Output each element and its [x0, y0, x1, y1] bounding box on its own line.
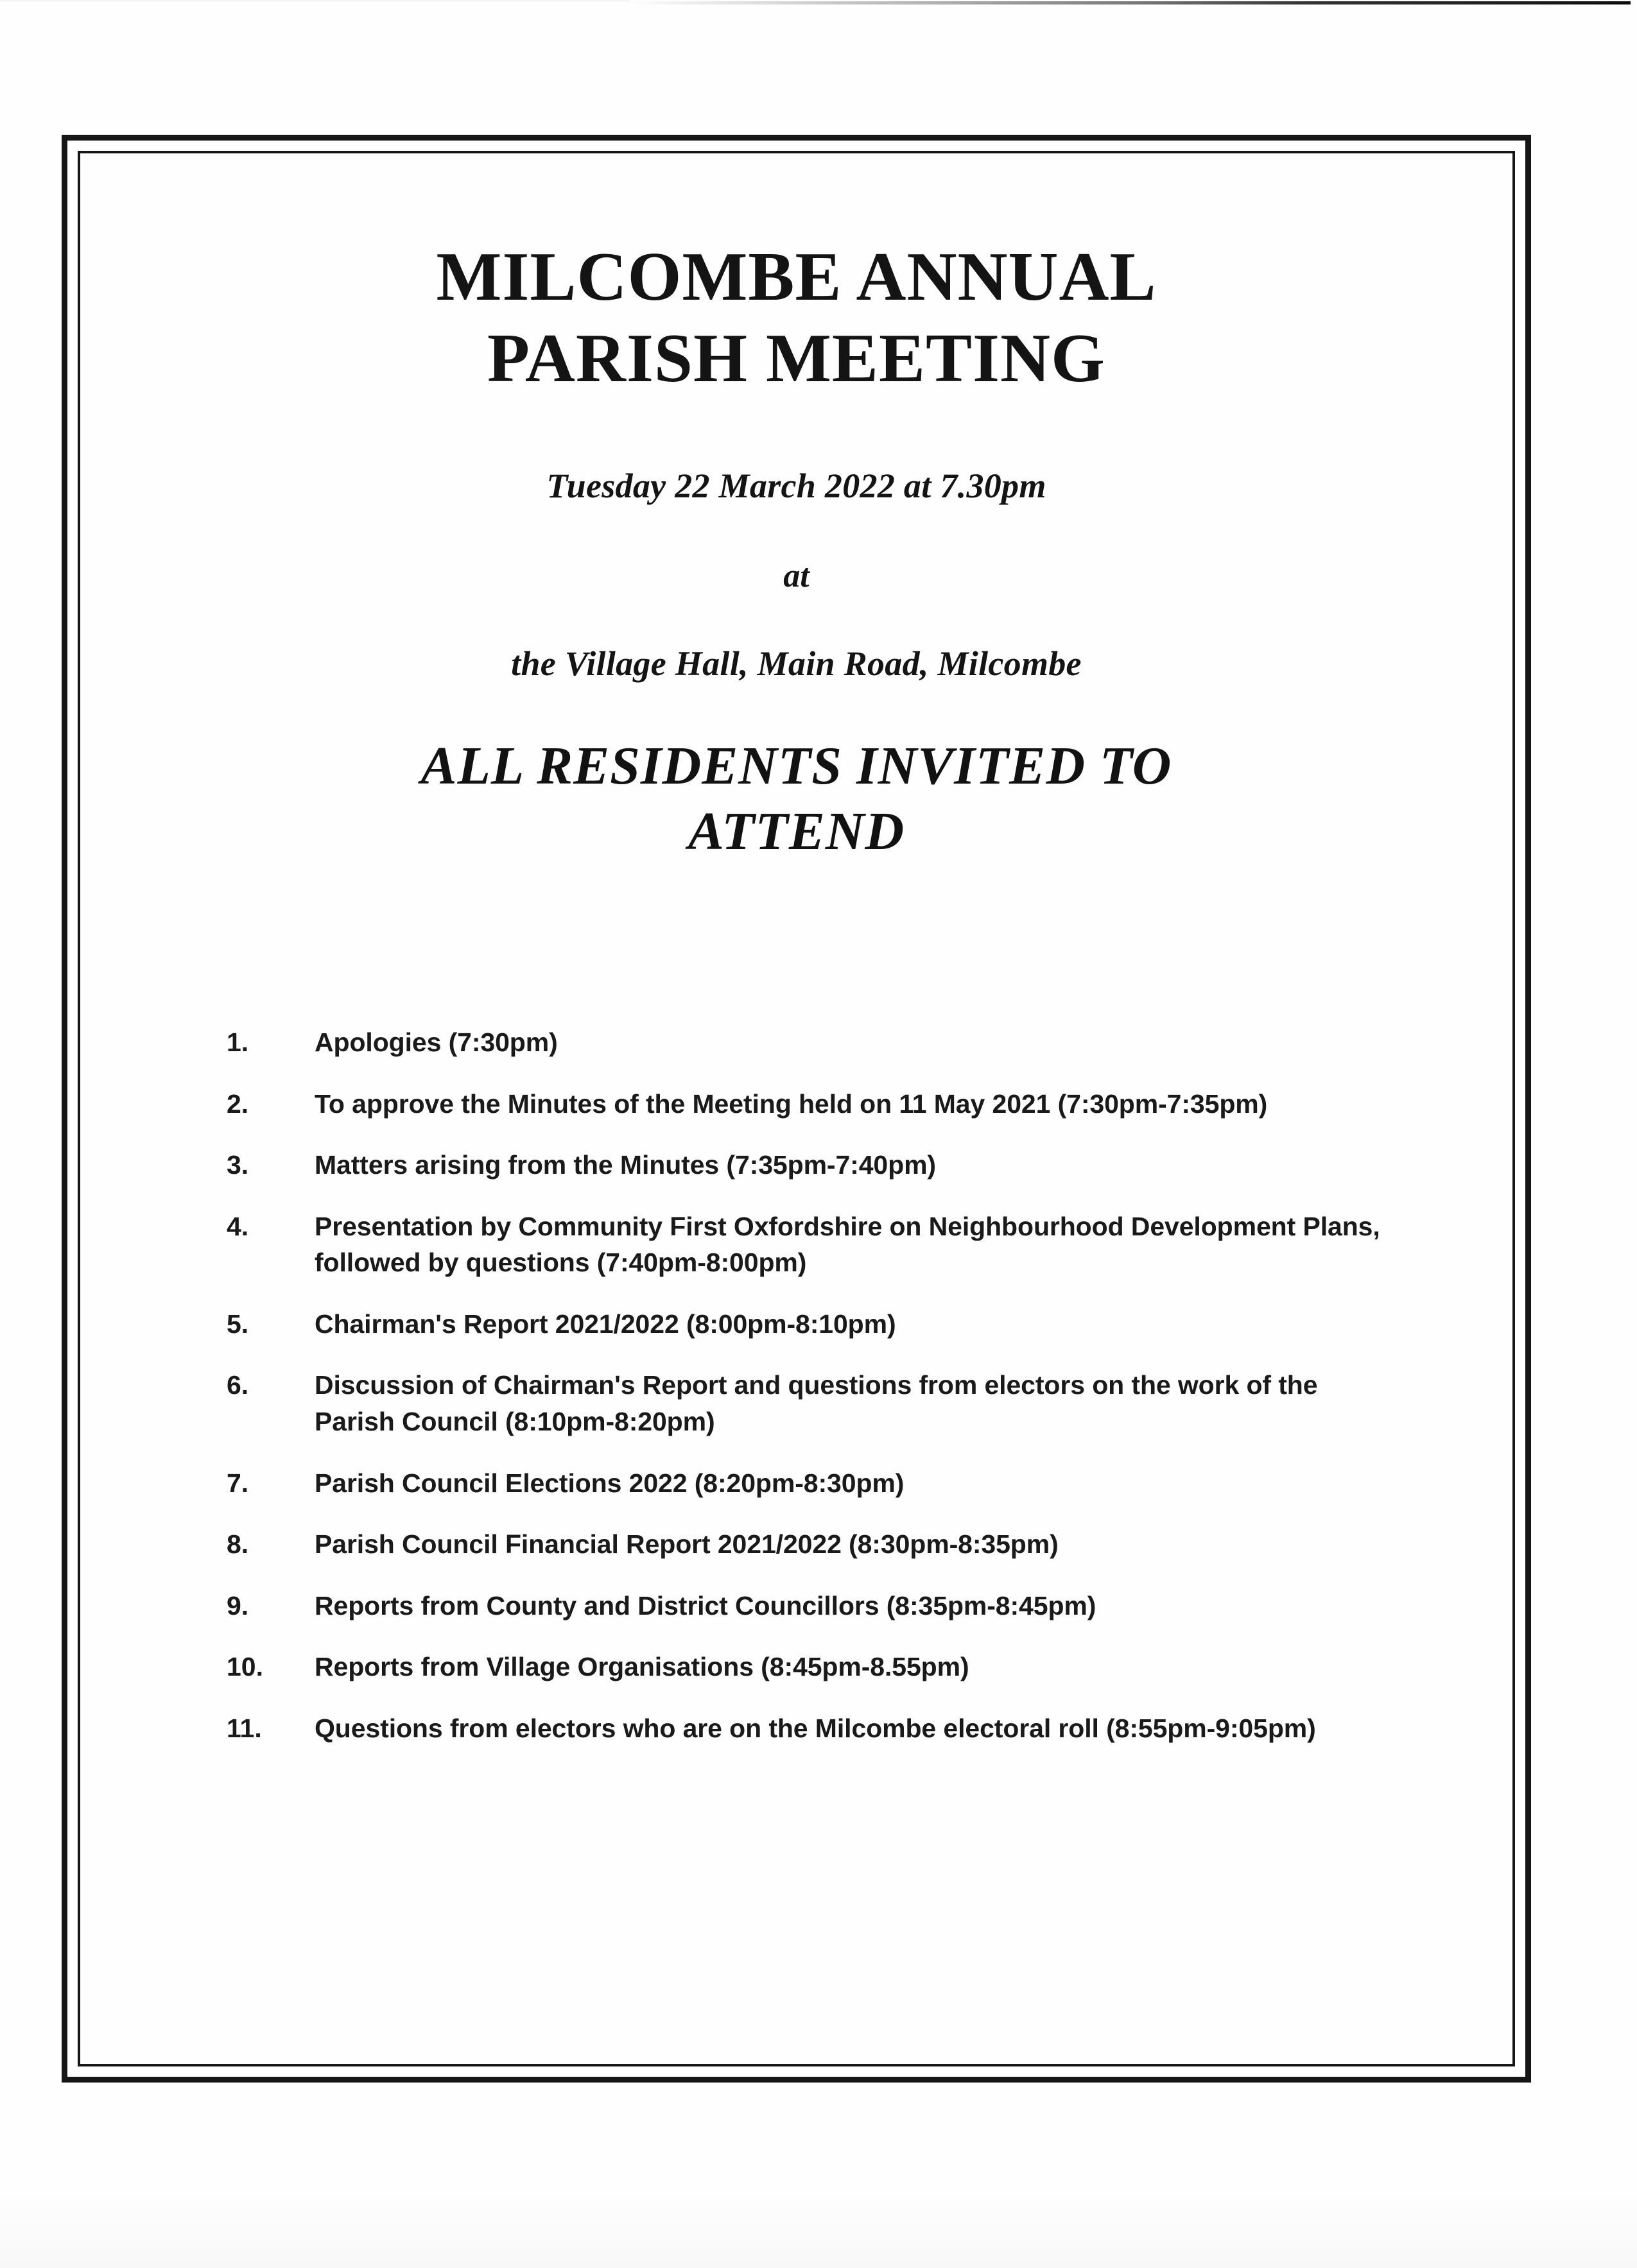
meeting-datetime: Tuesday 22 March 2022 at 7.30pm [546, 466, 1046, 505]
agenda-item-number: 1. [227, 1027, 249, 1057]
invitation-banner-line-2: ATTEND [688, 802, 905, 862]
scan-artifact-bottom [0, 2191, 1637, 2268]
agenda-item-text: Parish Council Financial Report 2021/2022 (8:30pm-8:35pm) [315, 1529, 1059, 1559]
agenda-item-text: Apologies (7:30pm) [315, 1027, 558, 1057]
agenda-item-text: Reports from Village Organisations (8:45pm-8.55pm) [315, 1652, 969, 1682]
agenda-item-number: 11. [227, 1713, 262, 1743]
agenda-item-text: Reports from County and District Councillors (8:35pm-8:45pm) [315, 1590, 1096, 1620]
page-title-line-2: PARISH MEETING [487, 320, 1106, 397]
scan-artifact-streak [629, 1, 1631, 4]
agenda-item [227, 1588, 1382, 1624]
page-title [62, 135, 1531, 400]
agenda-item-text: Discussion of Chairman's Report and questions from electors on the work of the Parish Council (8:10pm-8:20pm) [315, 1370, 1318, 1437]
agenda-item-text: Parish Council Elections 2022 (8:20pm-8:30pm) [315, 1468, 905, 1498]
agenda-item [227, 1208, 1382, 1281]
meeting-venue: the Village Hall, Main Road, Milcombe [511, 644, 1082, 683]
agenda-item [227, 1367, 1382, 1439]
notice-content [62, 135, 1531, 2083]
agenda-item-number: 10. [227, 1652, 263, 1682]
agenda-item [227, 1710, 1382, 1747]
agenda-item [227, 1306, 1382, 1343]
agenda-item [227, 1024, 1382, 1061]
agenda-item-number: 5. [227, 1309, 249, 1339]
invitation-banner [62, 683, 1531, 865]
agenda-item-number: 3. [227, 1150, 249, 1180]
agenda-item-number: 4. [227, 1211, 249, 1241]
page-title-line-1: MILCOMBE ANNUAL [436, 239, 1157, 315]
agenda-item [227, 1649, 1382, 1685]
agenda-item-number: 6. [227, 1370, 249, 1400]
agenda-item-text: To approve the Minutes of the Meeting held on 11 May 2021 (7:30pm-7:35pm) [315, 1088, 1268, 1119]
agenda-item-number: 9. [227, 1590, 249, 1620]
agenda-item [227, 1086, 1382, 1122]
meeting-at-connector: at [783, 557, 810, 594]
agenda-item-text: Chairman's Report 2021/2022 (8:00pm-8:10pm) [315, 1309, 896, 1339]
agenda-item-text: Questions from electors who are on the Milcombe electoral roll (8:55pm-9:05pm) [315, 1713, 1316, 1743]
agenda-item [227, 1526, 1382, 1563]
notice-header [62, 135, 1531, 865]
scan-artifact-edge [0, 0, 629, 2]
agenda-item-number: 7. [227, 1468, 249, 1498]
agenda-item [227, 1465, 1382, 1502]
invitation-banner-line-1: ALL RESIDENTS INVITED TO [420, 735, 1172, 796]
agenda-item [227, 1147, 1382, 1183]
agenda-item-text: Presentation by Community First Oxfordshire on Neighbourhood Development Plans, followed by questions (7:40pm-8:00pm) [315, 1211, 1380, 1278]
agenda-item-number: 8. [227, 1529, 249, 1559]
agenda-list [227, 1024, 1382, 1772]
agenda-item-text: Matters arising from the Minutes (7:35pm-7:40pm) [315, 1150, 936, 1180]
agenda-item-number: 2. [227, 1088, 249, 1119]
